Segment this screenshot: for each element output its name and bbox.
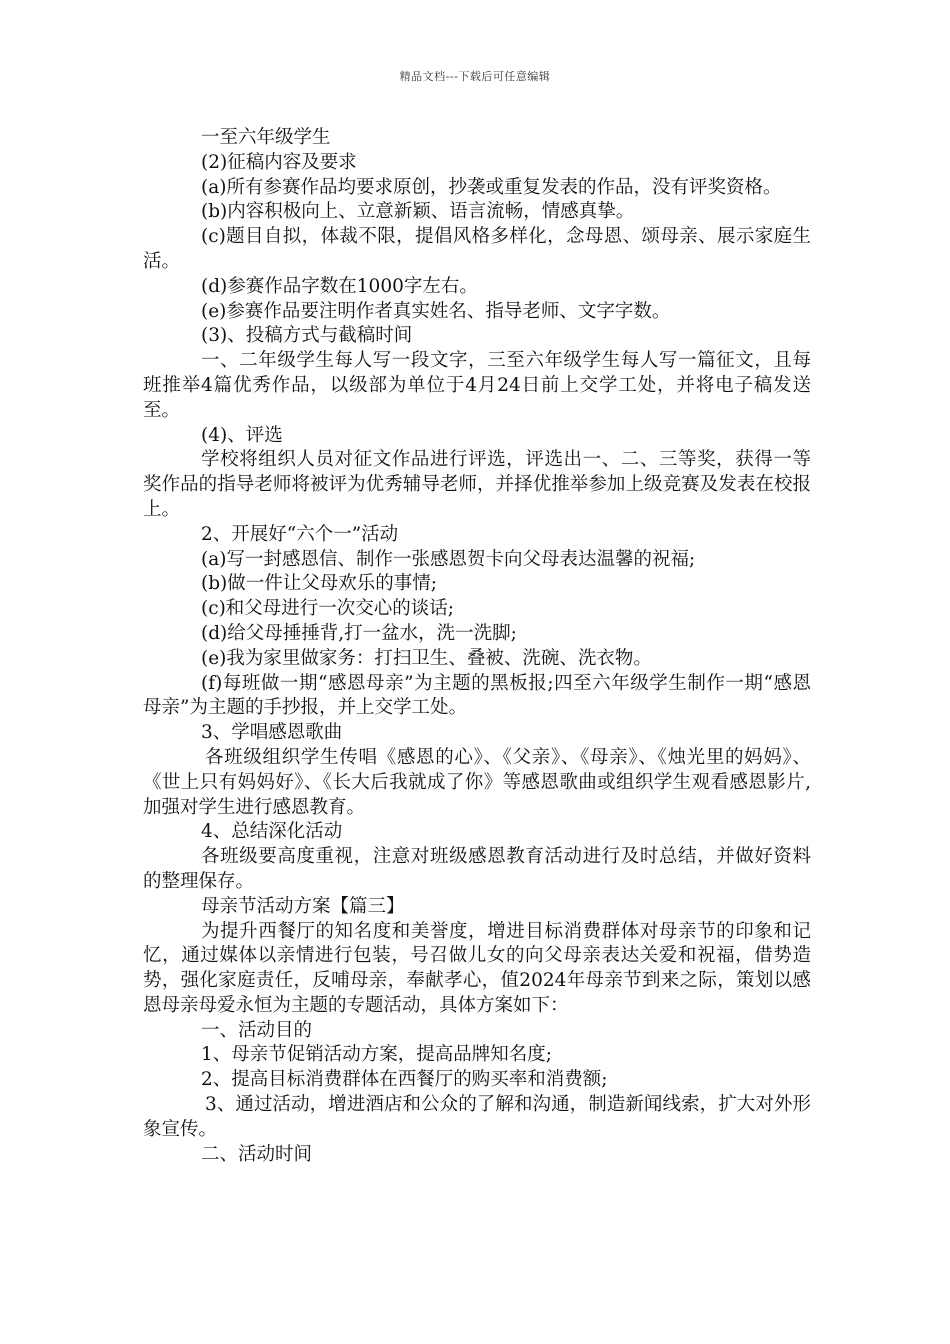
paragraph: (a)写一封感恩信、制作一张感恩贺卡向父母表达温馨的祝福; <box>201 548 696 570</box>
section-heading: 母亲节活动方案【篇三】 <box>201 895 405 917</box>
paragraph: 二、活动时间 <box>201 1143 313 1165</box>
paragraph: 学校将组织人员对征文作品进行评选，评选出一、二、三等奖，获得一等奖作品的指导老师将被评为优秀辅导老师，并择优推举参加上级竞赛及发表在校报上。 <box>143 449 811 520</box>
paragraph: 各班级组织学生传唱《感恩的心》、《父亲》、《母亲》、《烛光里的妈妈》、《世上只有妈妈好》、《长大后我就成了你》等感恩歌曲或组织学生观看感恩影片,加强对学生进行感恩教育。 <box>143 746 811 818</box>
paragraph: (b)做一件让父母欢乐的事情; <box>201 573 438 595</box>
page-header: 精品文档---下载后可任意编辑 <box>399 70 551 83</box>
paragraph: 3、通过活动，增进酒店和公众的了解和沟通，制造新闻线索，扩大对外形象宣传。 <box>143 1094 811 1140</box>
paragraph: (e)我为家里做家务：打扫卫生、叠被、洗碗、洗衣物。 <box>201 647 652 669</box>
paragraph: (b)内容积极向上、立意新颖、语言流畅，情感真挚。 <box>201 201 635 223</box>
paragraph: 1、母亲节促销活动方案，提高品牌知名度; <box>201 1044 553 1066</box>
paragraph: 3、学唱感恩歌曲 <box>201 722 343 744</box>
paragraph: 一、二年级学生每人写一段文字，三至六年级学生每人写一篇征文，且每班推举4篇优秀作品，以级部为单位于4月24日前上交学工处，并将电子稿发送至。 <box>143 350 811 421</box>
paragraph: (4)、评选 <box>201 424 283 446</box>
paragraph: (d)参赛作品字数在1000字左右。 <box>201 275 478 297</box>
paragraph: (f)每班做一期“感恩母亲”为主题的黑板报;四至六年级学生制作一期“感恩母亲”为主题的手抄报，并上交学工处。 <box>143 672 811 719</box>
paragraph: (c)题目自拟，体裁不限，提倡风格多样化，念母恩、颂母亲、展示家庭生活。 <box>143 226 811 272</box>
paragraph: (c)和父母进行一次交心的谈话; <box>201 598 455 620</box>
paragraph: (3)、投稿方式与截稿时间 <box>201 325 413 347</box>
paragraph: 4、总结深化活动 <box>201 821 343 843</box>
paragraph: 各班级要高度重视，注意对班级感恩教育活动进行及时总结，并做好资料的整理保存。 <box>143 846 811 892</box>
paragraph: (d)给父母捶捶背,打一盆水，洗一洗脚; <box>201 622 517 644</box>
paragraph: 一、活动目的 <box>201 1019 313 1041</box>
document-body <box>143 126 811 1167</box>
paragraph: (e)参赛作品要注明作者真实姓名、指导老师、文字字数。 <box>201 300 671 322</box>
paragraph: (2)征稿内容及要求 <box>201 151 357 173</box>
paragraph: 为提升西餐厅的知名度和美誉度，增进目标消费群体对母亲节的印象和记忆，通过媒体以亲情进行包装，号召做儿女的向父母亲表达关爱和祝福，借势造势，强化家庭责任，反哺母亲，奉献孝心，值2024年母亲节到来之际，策划以感恩母亲母爱永恒为主题的专题活动，具体方案如下： <box>143 920 811 1016</box>
paragraph: 2、提高目标消费群体在西餐厅的购买率和消费额; <box>201 1069 608 1091</box>
paragraph: (a)所有参赛作品均要求原创，抄袭或重复发表的作品，没有评奖资格。 <box>201 176 782 198</box>
paragraph: 2、开展好“六个一”活动 <box>201 523 399 545</box>
paragraph: 一至六年级学生 <box>201 127 331 148</box>
